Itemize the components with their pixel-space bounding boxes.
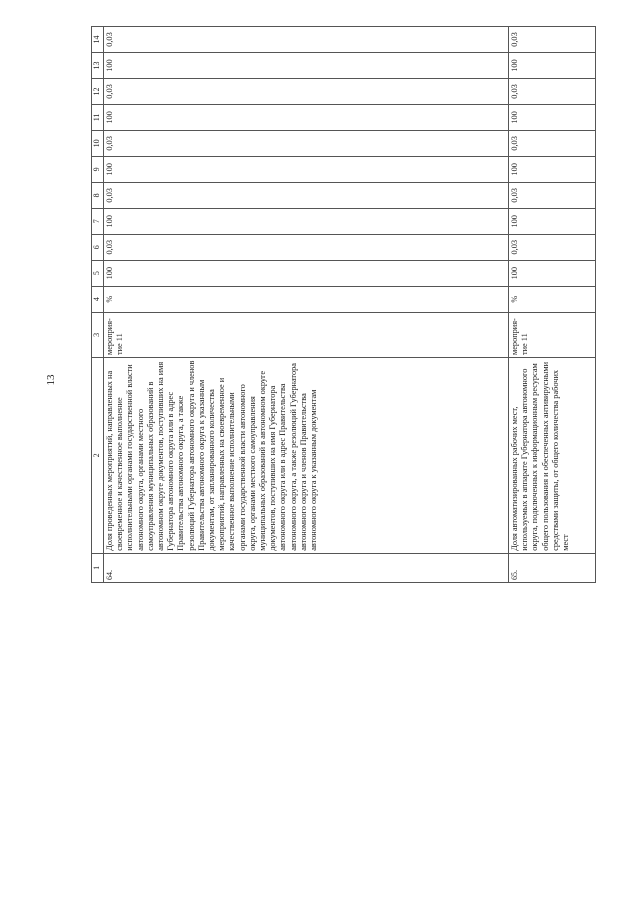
header-cell: 2 bbox=[92, 358, 104, 554]
unit-cell: % bbox=[509, 286, 596, 312]
measure-cell: мероприя-тие 11 bbox=[104, 312, 509, 357]
value-cell: 100 bbox=[104, 53, 509, 79]
header-cell: 6 bbox=[92, 234, 104, 260]
value-cell: 100 bbox=[104, 260, 509, 286]
indicator-description: Доля проведенных мероприятий, направленных на своевременное и качественное выполнение исполнительными органами государственной власти автономного округа, органами местного самоуправления муниципальных образований в автономном округе документов, поступивших на имя Губернатора автономного округа или в адрес Правительства автономного округа, а также резолюций Губернатора автономного округа и членов Правительства автономного округа к указанным документам, от запланированного количества мероприятий, направленных на своевременное и качественное выполнение исполнительными органами государственной власти автономного округа, органами местного самоуправления муниципальных образований в автономном округе документов, поступивших на имя Губернатора автономного округа или в адрес Правительства автономного округа, а также резолюций Губернатора автономного округа и членов Правительства автономного округа к указанным документам bbox=[104, 358, 509, 554]
value-cell: 100 bbox=[104, 156, 509, 182]
row-number: 64. bbox=[104, 553, 509, 582]
table-row bbox=[509, 27, 596, 583]
value-cell: 0,03 bbox=[509, 130, 596, 156]
table-row bbox=[104, 27, 509, 583]
value-cell: 0,03 bbox=[104, 182, 509, 208]
header-cell: 4 bbox=[92, 286, 104, 312]
value-cell: 100 bbox=[104, 208, 509, 234]
header-cell: 3 bbox=[92, 312, 104, 357]
value-cell: 100 bbox=[509, 104, 596, 130]
value-cell: 100 bbox=[509, 156, 596, 182]
header-cell: 1 bbox=[92, 553, 104, 582]
header-cell: 9 bbox=[92, 156, 104, 182]
value-cell: 0,03 bbox=[509, 27, 596, 53]
value-cell: 0,03 bbox=[509, 79, 596, 105]
value-cell: 0,03 bbox=[104, 79, 509, 105]
row-number: 65. bbox=[509, 553, 596, 582]
value-cell: 100 bbox=[509, 260, 596, 286]
header-cell: 10 bbox=[92, 130, 104, 156]
header-cell: 5 bbox=[92, 260, 104, 286]
value-cell: 0,03 bbox=[104, 130, 509, 156]
value-cell: 100 bbox=[509, 208, 596, 234]
page-number: 13 bbox=[45, 374, 57, 386]
header-cell: 13 bbox=[92, 53, 104, 79]
value-cell: 0,03 bbox=[104, 234, 509, 260]
value-cell: 100 bbox=[509, 53, 596, 79]
value-cell: 0,03 bbox=[104, 27, 509, 53]
header-cell: 14 bbox=[92, 27, 104, 53]
value-cell: 0,03 bbox=[509, 234, 596, 260]
table-header-row bbox=[92, 27, 104, 583]
header-cell: 11 bbox=[92, 104, 104, 130]
header-cell: 8 bbox=[92, 182, 104, 208]
header-cell: 7 bbox=[92, 208, 104, 234]
value-cell: 0,03 bbox=[509, 182, 596, 208]
indicator-description: Доля автоматизированных рабочих мест, используемых в аппарате Губернатора автономного округа, подключенных к информационным ресурсам общего пользования и обеспеченных антивирусными средствами защиты, от общего количества рабочих мест bbox=[509, 358, 596, 554]
header-cell: 12 bbox=[92, 79, 104, 105]
unit-cell: % bbox=[104, 286, 509, 312]
measure-cell: мероприя-тие 11 bbox=[509, 312, 596, 357]
value-cell: 100 bbox=[104, 104, 509, 130]
indicator-table bbox=[91, 26, 596, 583]
indicator-table-sheet bbox=[91, 26, 587, 583]
